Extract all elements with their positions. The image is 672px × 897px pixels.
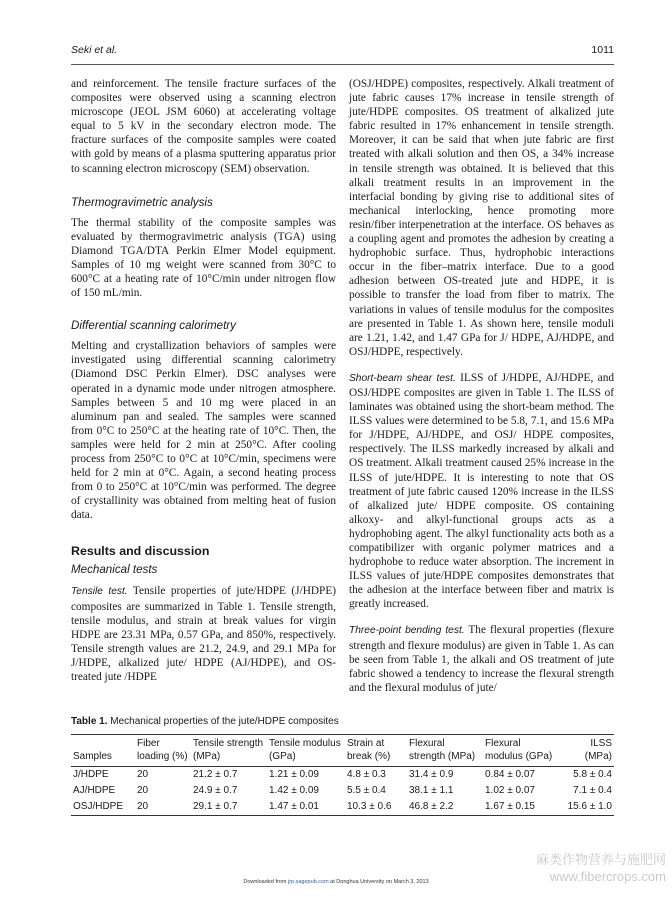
cell-flexural-strength: 46.8 ± 2.2 xyxy=(409,801,454,812)
cell-sample: J/HDPE xyxy=(73,769,109,780)
heading-dsc: Differential scanning calorimetry xyxy=(71,319,236,333)
cell-tensile-strength: 21.2 ± 0.7 xyxy=(193,769,238,780)
table-row xyxy=(71,783,614,799)
cell-strain-at-break: 10.3 ± 0.6 xyxy=(347,801,392,812)
cell-strain-at-break: 4.8 ± 0.3 xyxy=(347,769,386,780)
cell-tensile-modulus: 1.47 ± 0.01 xyxy=(269,801,319,812)
cell-flexural-modulus: 0.84 ± 0.07 xyxy=(485,769,535,780)
cell-flexural-modulus: 1.02 ± 0.07 xyxy=(485,785,535,796)
runin-three-point-bending: Three-point bending test. xyxy=(349,625,465,637)
watermark xyxy=(536,851,666,885)
table-row xyxy=(71,799,614,816)
running-head-author: Seki et al. xyxy=(71,44,118,56)
cell-fiber-loading: 20 xyxy=(137,769,149,780)
left-column xyxy=(71,77,336,684)
paragraph-tga: The thermal stability of the composite samples was evaluated by thermogravimetric analysis (TGA) using Diamond TGA/DTA Perkin Elmer Model equipment. Samples of 10 mg weight were scanned from 30°C to 600°C at a heating rate of 10°C/min under nitrogen flow of 150 mL/min. xyxy=(71,216,336,300)
runin-short-beam-shear: Short-beam shear test. xyxy=(349,372,456,384)
th-tensile-strength: Tensile strength (MPa) xyxy=(193,738,264,762)
table-header-row xyxy=(71,735,614,767)
paragraph-tensile-test xyxy=(71,584,336,684)
table-1 xyxy=(71,716,614,816)
paragraph-bending-body: The flexural properties (flexure strength and flexure modulus) are given in Table 1. As can be seen from Table 1, the alkali and OS treatment of jute fabric showed a tendency to increase the flexural strength and the flexural modulus of jute/ xyxy=(349,624,614,694)
paragraph-sem-method: and reinforcement. The tensile fracture surfaces of the composites were observed using a scanning electron microscope (JEOL JSM 6060) at accelerating voltage equal to 5 kV in the secondary electron mode. The fracture surfaces of the composite samples were coated with gold by means of a plasma sputtering apparatus prior to scanning electron microscopy (SEM) observation. xyxy=(71,78,336,175)
table-row xyxy=(71,767,614,784)
th-tensile-modulus: Tensile modulus (GPa) xyxy=(269,738,341,762)
paragraph-shear-body: ILSS of J/HDPE, AJ/HDPE, and OSJ/HDPE composites are given in Table 1. The ILSS of laminates was obtained using the short-beam method. The ILSS values were determined to be 5.8, 7.1, and 15.6 MPa for J/HDPE, AJ/HDPE, and OSJ/ HDPE composites, respectively. The ILSS markedly increased by alkali and OS treatment. Alkali treatment caused 25% increase in the ILSS of jute/HDPE. It is interesting to note that OS treatment of jute fabric caused 120% increase in the ILSS of alkalized jute/ HDPE composite. OS containing alkoxy- and alkyl-functional groups acts as a hydrophobing agent. The alkyl functionality acts both as a compatibilizer with organic polymer matrices and a hydrophobe to reduce water absorption. The increment in ILSS values of jute/HDPE composites demonstrates that the adhesion at the interface between fiber and matrix is greatly increased. xyxy=(349,371,614,611)
runin-tensile-test: Tensile test. xyxy=(71,586,128,598)
footer-prefix: Downloaded from xyxy=(243,879,288,885)
footer-suffix: at Donghua University on March 3, 2013 xyxy=(328,879,429,885)
cell-tensile-modulus: 1.21 ± 0.09 xyxy=(269,769,319,780)
cell-fiber-loading: 20 xyxy=(137,801,149,812)
cell-tensile-modulus: 1.42 ± 0.09 xyxy=(269,785,319,796)
th-flexural-strength: Flexural strength (MPa) xyxy=(409,738,476,762)
th-samples: Samples xyxy=(73,750,112,762)
cell-fiber-loading: 20 xyxy=(137,785,149,796)
cell-sample: OSJ/HDPE xyxy=(73,801,124,812)
cell-ilss: 7.1 ± 0.4 xyxy=(573,785,612,796)
paragraph-tensile-continued: (OSJ/HDPE) composites, respectively. Alkali treatment of jute fabric causes 17% increase in tensile strength of jute/HDPE composites. OS treatment of alkalized jute fabric resulted in 17% enhancement in tensile strength. Moreover, it can be said that when jute fabric are first treated with alkali solution and then OS, a 34% increase in tensile strength was obtained. It is believed that this alkali treatment results in an improvement in the interfacial bonding by giving rise to additional sites of mechanical interlocking, hence promoting more resin/fiber interpenetration at the interface. OS behaves as a coupling agent and promotes the adhesion by creating a hydrophobic surface. Thus, hydrophobic interactions occur in the fiber–matrix interface. Due to a good adhesion between OS-treated jute and HDPE, it is possible to transfer the load from fiber to matrix. The variations in values of tensile modulus for the composites are presented in Table 1. As shown here, tensile moduli are 1.21, 1.42, and 1.47 GPa for J/ HDPE, AJ/HDPE, and OSJ/HDPE, respectively. xyxy=(349,78,614,358)
th-fiber-loading: Fiber loading (%) xyxy=(137,738,188,762)
cell-flexural-strength: 38.1 ± 1.1 xyxy=(409,785,454,796)
cell-sample: AJ/HDPE xyxy=(73,785,116,796)
mechanical-properties-table xyxy=(71,734,614,816)
paragraph-three-point-bending xyxy=(349,623,614,694)
paragraph-dsc: Melting and crystallization behaviors of samples were investigated using differential scanning calorimetry (Diamond DSC Perkin Elmer). DSC analyses were operated in a dynamic mode under nitrogen atmosphere. Samples between 5 and 10 mg were placed in an aluminum pan and sealed. The samples were scanned from 0°C to 250°C at the heating rate of 10°C. Then, the samples were held for 2 min at 250°C. After cooling process from 250°C to 0°C at 10°C/min, specimens were held for 2 min at 0°C. Again, a second heating process from 0 to 250°C at 10°C/min was performed. The degree of crystallinity was obtained from melting heat of fusion data. xyxy=(71,340,336,522)
page-number: 1011 xyxy=(591,44,614,56)
heading-mechanical-tests: Mechanical tests xyxy=(71,563,158,577)
table-caption-text: Mechanical properties of the jute/HDPE composites xyxy=(107,716,339,727)
running-head xyxy=(71,44,614,60)
cell-ilss: 15.6 ± 1.0 xyxy=(567,801,612,812)
watermark-line-1: 麻类作物营养与施肥网 xyxy=(535,852,666,867)
header-rule xyxy=(71,64,614,65)
heading-thermogravimetric-analysis: Thermogravimetric analysis xyxy=(71,195,213,209)
cell-tensile-strength: 29.1 ± 0.7 xyxy=(193,801,238,812)
paragraph-short-beam-shear xyxy=(349,371,614,612)
cell-tensile-strength: 24.9 ± 0.7 xyxy=(193,785,238,796)
watermark-line-2: www.fibercrops.com xyxy=(549,869,666,884)
right-column xyxy=(349,77,614,695)
paragraph-tensile-body: Tensile properties of jute/HDPE (J/HDPE) composites are summarized in Table 1. Tensile strength, tensile modulus, and strain at break values for virgin HDPE are 23.31 MPa, 0.57 GPa, and 850%, respectively. Tensile strength values are 21.2, 24.9, and 29.1 MPa for J/HDPE, alkalized jute/ HDPE (AJ/HDPE), and OS-treated jute /HDPE xyxy=(71,585,336,683)
cell-flexural-strength: 31.4 ± 0.9 xyxy=(409,769,454,780)
th-ilss: ILSS (MPa) xyxy=(584,738,612,762)
footer-link[interactable]: jrp.sagepub.com xyxy=(287,879,329,885)
table-caption xyxy=(71,716,614,734)
cell-ilss: 5.8 ± 0.4 xyxy=(573,769,612,780)
cell-flexural-modulus: 1.67 ± 0.15 xyxy=(485,801,535,812)
th-strain-at-break: Strain at break (%) xyxy=(347,738,391,762)
table-caption-label: Table 1. xyxy=(71,716,108,727)
th-flexural-modulus: Flexural modulus (GPa) xyxy=(485,738,553,762)
heading-results-and-discussion: Results and discussion xyxy=(71,544,210,559)
cell-strain-at-break: 5.5 ± 0.4 xyxy=(347,785,386,796)
